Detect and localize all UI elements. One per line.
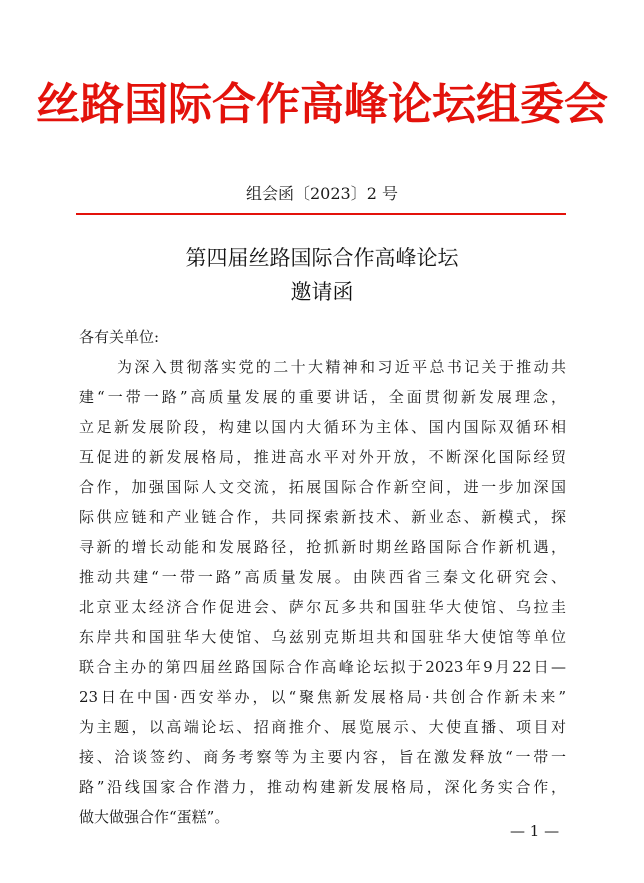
body-line: 立足新发展阶段，构建以国内大循环为主体、国内国际双循环相 (79, 418, 566, 436)
body-line: 北京亚太经济合作促进会、萨尔瓦多共和国驻华大使馆、乌拉圭 (79, 598, 566, 616)
body-line: 为主题，以高端论坛、招商推介、展览展示、大使直播、项目对 (79, 718, 566, 736)
body-line: 为深入贯彻落实党的二十大精神和习近平总书记关于推动共 (117, 358, 566, 376)
organizer-header-title: 丝路国际合作高峰论坛组委会 (36, 79, 608, 130)
body-line: 做大做强合作“蛋糕”。 (79, 808, 230, 826)
document-title-line-2: 邀请函 (290, 280, 354, 304)
body-line: 互促进的新发展格局，推进高水平对外开放，不断深化国际经贸 (79, 448, 566, 466)
body-line: 寻新的增长动能和发展路径，抢抓新时期丝路国际合作新机遇， (79, 538, 566, 556)
body-line: 东岸共和国驻华大使馆、乌兹别克斯坦共和国驻华大使馆等单位 (79, 628, 566, 646)
body-line: 23日在中国·西安举办，以“聚焦新发展格局·共创合作新未来” (79, 688, 566, 706)
body-line: 推动共建“一带一路”高质量发展。由陕西省三秦文化研究会、 (79, 568, 566, 586)
red-divider-line (76, 213, 566, 215)
document-title-line-1: 第四届丝路国际合作高峰论坛 (185, 246, 459, 270)
body-line: 合作，加强国际人文交流，拓展国际合作新空间，进一步加深国 (79, 478, 566, 496)
page-number: — 1 — (510, 822, 560, 840)
body-line: 接、洽谈签约、商务考察等为主要内容，旨在激发释放“一带一 (79, 748, 566, 766)
body-line: 建“一带一路”高质量发展的重要讲话，全面贯彻新发展理念， (79, 388, 566, 406)
salutation: 各有关单位: (79, 328, 160, 346)
document-number: 组会函〔2023〕2 号 (246, 184, 398, 203)
body-line: 路”沿线国家合作潜力，推动构建新发展格局，深化务实合作， (79, 778, 566, 796)
body-line: 际供应链和产业链合作，共同探索新技术、新业态、新模式，探 (79, 508, 566, 526)
body-line: 联合主办的第四届丝路国际合作高峰论坛拟于2023年9月22日— (79, 658, 566, 676)
